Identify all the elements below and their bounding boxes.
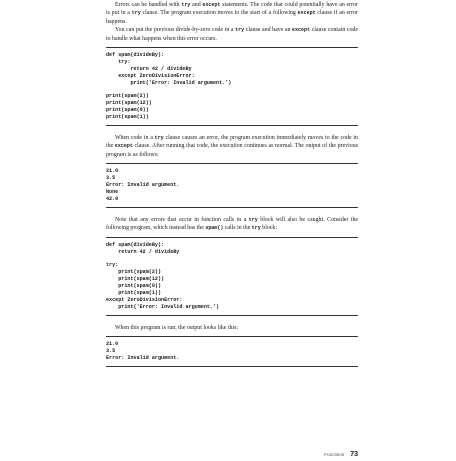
code-line: print('Error: Invalid argument.') xyxy=(106,79,232,86)
code-listing-1 xyxy=(106,47,358,126)
output-listing-2 xyxy=(106,336,358,367)
output-line: Error: Invalid argument. xyxy=(106,354,180,361)
inline-code: except xyxy=(297,10,316,17)
code-line: print(spam(2)) xyxy=(106,269,162,276)
text: You can put the previous divide-by-zero code in a xyxy=(115,27,236,34)
code-listing-2 xyxy=(106,237,358,316)
text: When this program is run, the output looks like this: xyxy=(115,324,239,331)
code-line: def spam(divideBy): xyxy=(106,241,165,248)
text: Note that any errors that occur in function calls in a xyxy=(115,216,249,223)
text: statements. The code that could potentially have an error is put in a xyxy=(106,2,358,17)
text: clause contain code to handle what happens when this error occurs. xyxy=(106,27,358,42)
paragraph-execution-flow xyxy=(106,134,358,159)
code-line: print('Error: Invalid argument.') xyxy=(106,303,220,310)
output-line: 21.0 xyxy=(106,341,119,348)
paragraph-function-calls xyxy=(106,216,358,233)
section-name: Functions xyxy=(324,452,345,457)
code-line: print(spam(12)) xyxy=(106,276,165,283)
output-line: 42.0 xyxy=(106,195,119,202)
code-line: try: xyxy=(106,262,119,269)
page-number: 73 xyxy=(350,451,358,458)
inline-code: try xyxy=(154,135,164,142)
blank-line xyxy=(106,87,358,94)
text: When code in a xyxy=(115,135,155,142)
code-line: except ZeroDivisionError: xyxy=(106,72,195,79)
inline-code: try xyxy=(181,2,191,8)
text: block will also be caught. Consider the following program, which instead has the xyxy=(106,216,359,232)
output-line: 3.5 xyxy=(106,348,116,354)
text: clause. The program execution moves to the start of a following xyxy=(140,10,298,17)
paragraph-run-output xyxy=(106,324,358,332)
code-line: print(spam(1)) xyxy=(106,114,149,121)
code-line: def spam(divideBy): xyxy=(106,52,165,59)
paragraph-divide-by-zero xyxy=(106,26,358,43)
text: clause. After running that code, the execution continues as normal. The output of the previous program is as follows: xyxy=(106,143,358,158)
text: clause and have an xyxy=(244,27,292,34)
code-line: print(spam(12)) xyxy=(106,100,152,107)
output-line: Error: Invalid argument. xyxy=(106,182,180,189)
output-line: None xyxy=(106,189,119,196)
inline-code: try xyxy=(131,10,141,17)
page-footer xyxy=(226,443,358,461)
text: Errors can be handled with xyxy=(115,2,182,8)
blank-line xyxy=(106,255,358,262)
text: and xyxy=(190,2,203,8)
paragraph-try-except-intro xyxy=(106,1,358,26)
code-line: print(spam(0)) xyxy=(106,283,162,290)
text: calls in the xyxy=(223,225,252,232)
inline-code: except xyxy=(292,27,311,34)
inline-code: try xyxy=(248,216,258,223)
inline-code: try xyxy=(235,27,245,34)
code-line: print(spam(0)) xyxy=(106,107,149,114)
output-line: 21.0 xyxy=(106,168,119,175)
book-page xyxy=(106,0,358,456)
code-line: try: xyxy=(106,58,131,65)
inline-code: spam() xyxy=(205,225,224,232)
text: block: xyxy=(260,225,278,232)
text: clause if an error happens. xyxy=(106,10,358,25)
code-line: except ZeroDivisionError: xyxy=(106,296,183,303)
output-line: 3.5 xyxy=(106,175,116,182)
text: clause causes an error, the program execution immediately moves to the code in the xyxy=(106,135,358,150)
code-line: print(spam(1)) xyxy=(106,289,162,296)
inline-code: except xyxy=(202,2,221,8)
code-line: return 42 / divideBy xyxy=(106,65,192,72)
output-listing-1 xyxy=(106,163,358,208)
inline-code: except xyxy=(114,143,133,150)
code-line: print(spam(2)) xyxy=(106,93,149,100)
code-line: return 42 / divideBy xyxy=(106,248,180,255)
inline-code: try xyxy=(251,225,261,232)
